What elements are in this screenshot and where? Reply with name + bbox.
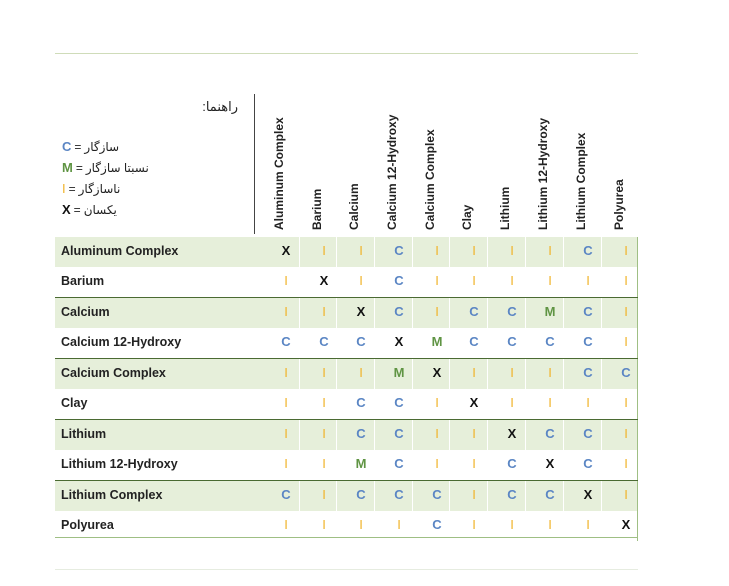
table-cell: I xyxy=(624,487,628,502)
cell-separator xyxy=(299,359,300,389)
cell-separator xyxy=(525,359,526,389)
table-cell: C xyxy=(394,273,404,288)
table-cell: C xyxy=(356,334,366,349)
table-cell: I xyxy=(510,365,514,380)
row-end-rule xyxy=(637,359,638,389)
table-cell: C xyxy=(583,426,593,441)
cell-separator xyxy=(563,237,564,267)
table-row xyxy=(55,328,638,358)
cell-separator xyxy=(336,420,337,450)
cell-separator xyxy=(449,420,450,450)
table-cell: X xyxy=(281,243,291,258)
table-cell: I xyxy=(322,243,326,258)
table-cell: X xyxy=(545,456,555,471)
table-cell: I xyxy=(435,456,439,471)
table-cell: C xyxy=(583,456,593,471)
legend-text: سازگار xyxy=(84,140,120,154)
cell-separator xyxy=(563,481,564,511)
legend-text: ناسازگار xyxy=(78,182,121,196)
table-cell: C xyxy=(356,487,366,502)
row-end-rule xyxy=(637,298,638,328)
table-cell: I xyxy=(472,517,476,532)
table-cell: X xyxy=(621,517,631,532)
cell-separator xyxy=(449,359,450,389)
row-label: Lithium xyxy=(61,427,107,441)
table-cell: I xyxy=(284,395,288,410)
cell-separator xyxy=(449,481,450,511)
row-label: Calcium 12-Hydroxy xyxy=(61,335,182,349)
column-header-label: Clay xyxy=(460,204,474,230)
table-cell: I xyxy=(472,365,476,380)
cell-separator xyxy=(449,298,450,328)
legend-item-identical: X = یکسان xyxy=(62,202,117,217)
table-cell: C xyxy=(356,395,366,410)
legend-text: نسبتا سازگار xyxy=(85,161,149,175)
table-cell: I xyxy=(548,395,552,410)
cell-separator xyxy=(487,420,488,450)
table-cell: I xyxy=(548,365,552,380)
cell-separator xyxy=(299,481,300,511)
table-cell: C xyxy=(507,456,517,471)
table-bottom-rule xyxy=(55,537,638,538)
table-cell: I xyxy=(322,456,326,471)
table-row xyxy=(55,450,638,480)
table-row xyxy=(55,389,638,419)
table-cell: C xyxy=(356,426,366,441)
cell-separator xyxy=(525,420,526,450)
table-cell: C xyxy=(469,304,479,319)
legend-item-moderate: M = نسبتا سازگار xyxy=(62,160,149,175)
legend-text: یکسان xyxy=(83,203,117,217)
legend-symbol: X xyxy=(62,202,71,217)
table-cell: C xyxy=(545,334,555,349)
cell-separator xyxy=(374,359,375,389)
table-cell: I xyxy=(586,517,590,532)
table-cell: C xyxy=(583,243,593,258)
table-row xyxy=(55,297,638,328)
cell-separator xyxy=(563,359,564,389)
table-cell: I xyxy=(624,395,628,410)
table-cell: C xyxy=(394,243,404,258)
legend-item-incompatible: I = ناسازگار xyxy=(62,181,121,196)
table-cell: X xyxy=(583,487,593,502)
legend-symbol: I xyxy=(62,181,66,196)
row-label: Calcium Complex xyxy=(61,366,166,380)
cell-separator xyxy=(601,420,602,450)
table-cell: I xyxy=(548,517,552,532)
table-cell: C xyxy=(281,334,291,349)
row-end-rule xyxy=(637,420,638,450)
legend-symbol: C xyxy=(62,139,72,154)
table-cell: C xyxy=(394,487,404,502)
cell-separator xyxy=(299,298,300,328)
table-cell: I xyxy=(284,365,288,380)
table-cell: C xyxy=(507,334,517,349)
table-cell: C xyxy=(545,487,555,502)
table-cell: C xyxy=(621,365,631,380)
table-cell: C xyxy=(507,487,517,502)
table-cell: C xyxy=(319,334,329,349)
cell-separator xyxy=(601,481,602,511)
cell-separator xyxy=(336,298,337,328)
table-cell: X xyxy=(432,365,442,380)
legend xyxy=(58,99,248,219)
table-cell: M xyxy=(393,365,405,380)
table-cell: X xyxy=(356,304,366,319)
cell-separator xyxy=(525,481,526,511)
table-cell: I xyxy=(322,517,326,532)
row-label: Polyurea xyxy=(61,518,114,532)
table-cell: I xyxy=(548,243,552,258)
cell-separator xyxy=(563,420,564,450)
table-cell: I xyxy=(472,243,476,258)
column-header-label: Calcium xyxy=(347,183,361,230)
table-cell: I xyxy=(322,365,326,380)
table-cell: I xyxy=(510,273,514,288)
row-label: Barium xyxy=(61,274,105,288)
table-cell: X xyxy=(507,426,517,441)
cell-separator xyxy=(374,481,375,511)
table-cell: I xyxy=(322,426,326,441)
table-cell: M xyxy=(544,304,556,319)
table-cell: I xyxy=(624,334,628,349)
cell-separator xyxy=(374,420,375,450)
cell-separator xyxy=(487,359,488,389)
table-cell: I xyxy=(472,487,476,502)
row-end-rule xyxy=(637,328,638,358)
cell-separator xyxy=(601,298,602,328)
cell-separator xyxy=(525,237,526,267)
row-label: Lithium Complex xyxy=(61,488,163,502)
cell-separator xyxy=(412,237,413,267)
row-end-rule xyxy=(637,237,638,267)
column-header-label: Lithium 12-Hydroxy xyxy=(536,117,550,230)
table-cell: I xyxy=(510,243,514,258)
table-cell: I xyxy=(586,395,590,410)
table-cell: I xyxy=(435,243,439,258)
table-cell: I xyxy=(586,273,590,288)
table-cell: I xyxy=(624,304,628,319)
table-row xyxy=(55,480,638,511)
table-cell: I xyxy=(322,395,326,410)
table-cell: C xyxy=(545,426,555,441)
cell-separator xyxy=(374,237,375,267)
table-cell: I xyxy=(472,456,476,471)
table-cell: I xyxy=(359,273,363,288)
table-cell: I xyxy=(284,517,288,532)
column-header-label: Aluminum Complex xyxy=(272,117,286,230)
bottom-rule xyxy=(55,569,638,570)
table-cell: C xyxy=(469,334,479,349)
table-cell: X xyxy=(394,334,404,349)
cell-separator xyxy=(412,359,413,389)
cell-separator xyxy=(336,359,337,389)
table-row xyxy=(55,237,638,267)
cell-separator xyxy=(487,298,488,328)
table-row xyxy=(55,267,638,297)
table-cell: I xyxy=(284,304,288,319)
table-row xyxy=(55,419,638,450)
row-label: Calcium xyxy=(61,305,110,319)
table-cell: I xyxy=(284,426,288,441)
cell-separator xyxy=(487,237,488,267)
row-end-rule xyxy=(637,389,638,419)
row-label: Lithium 12-Hydroxy xyxy=(61,457,178,471)
table-cell: I xyxy=(322,304,326,319)
table-cell: C xyxy=(507,304,517,319)
table-cell: I xyxy=(472,273,476,288)
compatibility-table xyxy=(55,237,638,541)
cell-separator xyxy=(487,481,488,511)
table-cell: X xyxy=(319,273,329,288)
cell-separator xyxy=(299,237,300,267)
column-header-label: Lithium xyxy=(498,186,512,230)
table-cell: C xyxy=(432,487,442,502)
table-cell: C xyxy=(281,487,291,502)
table-cell: I xyxy=(624,456,628,471)
row-label: Clay xyxy=(61,396,88,410)
table-cell: I xyxy=(435,304,439,319)
table-row xyxy=(55,358,638,389)
table-cell: I xyxy=(397,517,401,532)
column-header-label: Lithium Complex xyxy=(574,132,588,230)
table-cell: I xyxy=(472,426,476,441)
cell-separator xyxy=(563,298,564,328)
legend-item-compatible: C = سازگار xyxy=(62,139,120,154)
legend-title: راهنما: xyxy=(202,99,238,114)
table-cell: C xyxy=(394,395,404,410)
table-cell: I xyxy=(624,273,628,288)
table-cell: I xyxy=(359,517,363,532)
table-cell: I xyxy=(284,273,288,288)
table-cell: I xyxy=(359,365,363,380)
table-cell: I xyxy=(284,456,288,471)
row-end-rule xyxy=(637,450,638,480)
table-cell: C xyxy=(394,304,404,319)
cell-separator xyxy=(601,359,602,389)
table-cell: C xyxy=(583,334,593,349)
table-cell: I xyxy=(548,273,552,288)
column-header-label: Polyurea xyxy=(612,179,626,230)
table-cell: X xyxy=(469,395,479,410)
table-cell: I xyxy=(359,243,363,258)
cell-separator xyxy=(299,420,300,450)
table-cell: M xyxy=(431,334,443,349)
cell-separator xyxy=(336,237,337,267)
table-cell: I xyxy=(322,487,326,502)
cell-separator xyxy=(412,481,413,511)
table-cell: I xyxy=(435,273,439,288)
legend-divider xyxy=(254,94,255,234)
table-cell: I xyxy=(510,395,514,410)
column-header-label: Barium xyxy=(310,188,324,230)
table-cell: M xyxy=(355,456,367,471)
table-cell: I xyxy=(624,243,628,258)
table-cell: I xyxy=(435,426,439,441)
column-header-label: Calcium Complex xyxy=(423,129,437,230)
table-cell: C xyxy=(394,456,404,471)
table-cell: I xyxy=(435,395,439,410)
column-header-label: Calcium 12-Hydroxy xyxy=(385,114,399,230)
cell-separator xyxy=(412,420,413,450)
cell-separator xyxy=(525,298,526,328)
cell-separator xyxy=(412,298,413,328)
cell-separator xyxy=(336,481,337,511)
row-end-rule xyxy=(637,267,638,297)
legend-symbol: M xyxy=(62,160,73,175)
row-label: Aluminum Complex xyxy=(61,244,179,258)
table-cell: I xyxy=(510,517,514,532)
table-cell: I xyxy=(624,426,628,441)
table-cell: C xyxy=(583,365,593,380)
cell-separator xyxy=(374,298,375,328)
table-cell: C xyxy=(432,517,442,532)
cell-separator xyxy=(449,237,450,267)
cell-separator xyxy=(601,237,602,267)
table-cell: C xyxy=(394,426,404,441)
table-cell: C xyxy=(583,304,593,319)
top-rule xyxy=(55,53,638,54)
row-end-rule xyxy=(637,481,638,511)
